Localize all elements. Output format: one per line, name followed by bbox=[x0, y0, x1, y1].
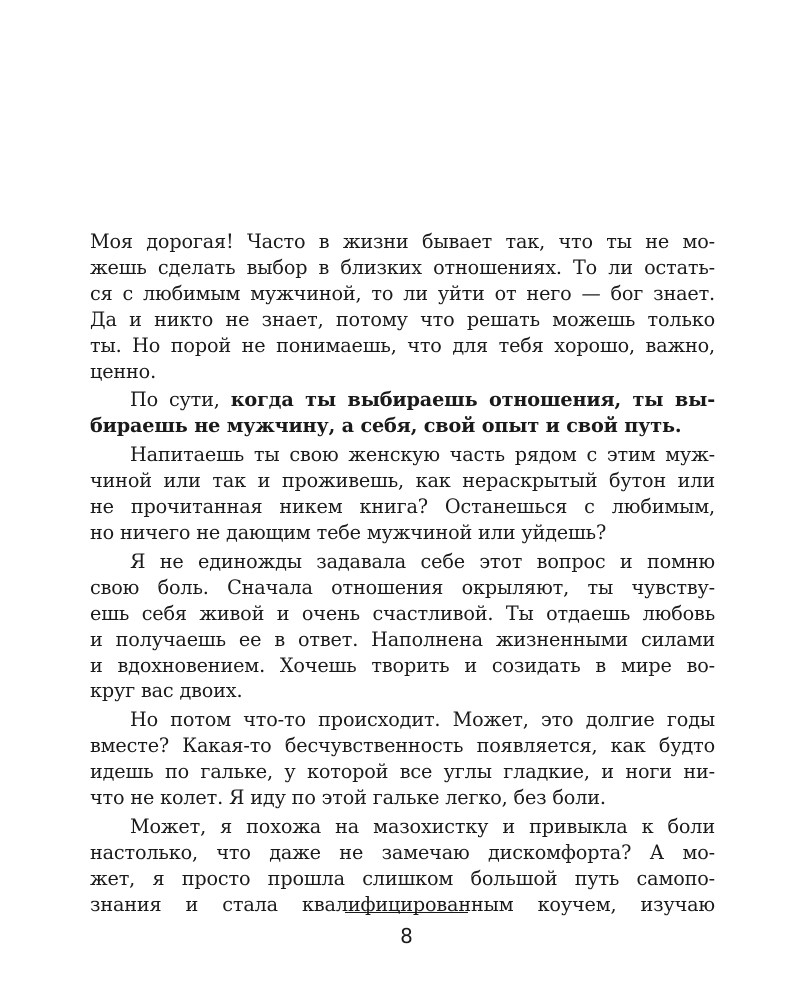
text-line: ешь себя живой и очень счастливой. Ты отдаешь любовь bbox=[90, 601, 715, 625]
text-line bbox=[90, 387, 715, 413]
paragraph-1 bbox=[90, 229, 715, 384]
page-number: 8 bbox=[400, 924, 413, 948]
text-line: и получаешь ее в ответ. Наполнена жизненными силами bbox=[90, 627, 715, 651]
lead-text: По сути, bbox=[130, 388, 231, 412]
paragraph-5 bbox=[90, 707, 715, 811]
bold-emphasis: бираешь не мужчину, а себя, свой опыт и свой путь. bbox=[90, 414, 682, 438]
text-line: идешь по гальке, у которой все углы гладкие, и ноги ни- bbox=[90, 760, 715, 784]
text-line: знания и стала квалифицированным коучем, изучаю bbox=[90, 892, 715, 916]
paragraph-6 bbox=[90, 814, 715, 918]
text-line: и вдохновением. Хочешь творить и созидать в мире во- bbox=[90, 653, 715, 677]
text-line: Может, я похожа на мазохистку и привыкла к боли bbox=[130, 814, 715, 838]
text-line: не прочитанная никем книга? Останешься с любимым, bbox=[90, 495, 715, 519]
text-line: Но потом что-то происходит. Может, это долгие годы bbox=[130, 708, 715, 732]
text-line: жет, я просто прошла слишком большой путь самопо- bbox=[90, 866, 715, 890]
text-line: но ничего не дающим тебе мужчиной или уйдешь? bbox=[90, 520, 607, 544]
text-line: чиной или так и проживешь, как нераскрытый бутон или bbox=[90, 469, 715, 493]
text-line bbox=[90, 413, 715, 439]
text-line: свою боль. Сначала отношения окрыляют, ты чувству- bbox=[90, 575, 715, 599]
text-line: Напитаешь ты свою женскую часть рядом с этим муж- bbox=[130, 443, 715, 467]
bold-emphasis: когда ты выбираешь отношения, ты вы- bbox=[230, 388, 716, 412]
text-line: ты. Но порой не понимаешь, что для тебя хорошо, важно, bbox=[90, 333, 715, 357]
text-line: настолько, что даже не замечаю дискомфорта? А мо- bbox=[90, 840, 715, 864]
text-line: Я не единожды задавала себе этот вопрос и помню bbox=[130, 549, 715, 573]
paragraph-2 bbox=[90, 387, 715, 439]
paragraph-3 bbox=[90, 442, 715, 546]
text-line: вместе? Какая-то бесчувственность появляется, как будто bbox=[90, 734, 715, 758]
text-line: ся с любимым мужчиной, то ли уйти от него — бог знает. bbox=[90, 281, 715, 305]
text-line: что не колет. Я иду по этой гальке легко, без боли. bbox=[90, 786, 606, 810]
text-line: Да и никто не знает, потому что решать можешь только bbox=[90, 307, 715, 331]
text-line: жешь сделать выбор в близких отношениях. То ли остать- bbox=[90, 255, 715, 279]
text-line: ценно. bbox=[90, 359, 157, 383]
footer-rule bbox=[345, 912, 468, 913]
page-body bbox=[90, 229, 715, 921]
text-line: круг вас двоих. bbox=[90, 679, 243, 703]
text-line: Моя дорогая! Часто в жизни бывает так, что ты не мо- bbox=[90, 230, 715, 253]
paragraph-4 bbox=[90, 549, 715, 704]
